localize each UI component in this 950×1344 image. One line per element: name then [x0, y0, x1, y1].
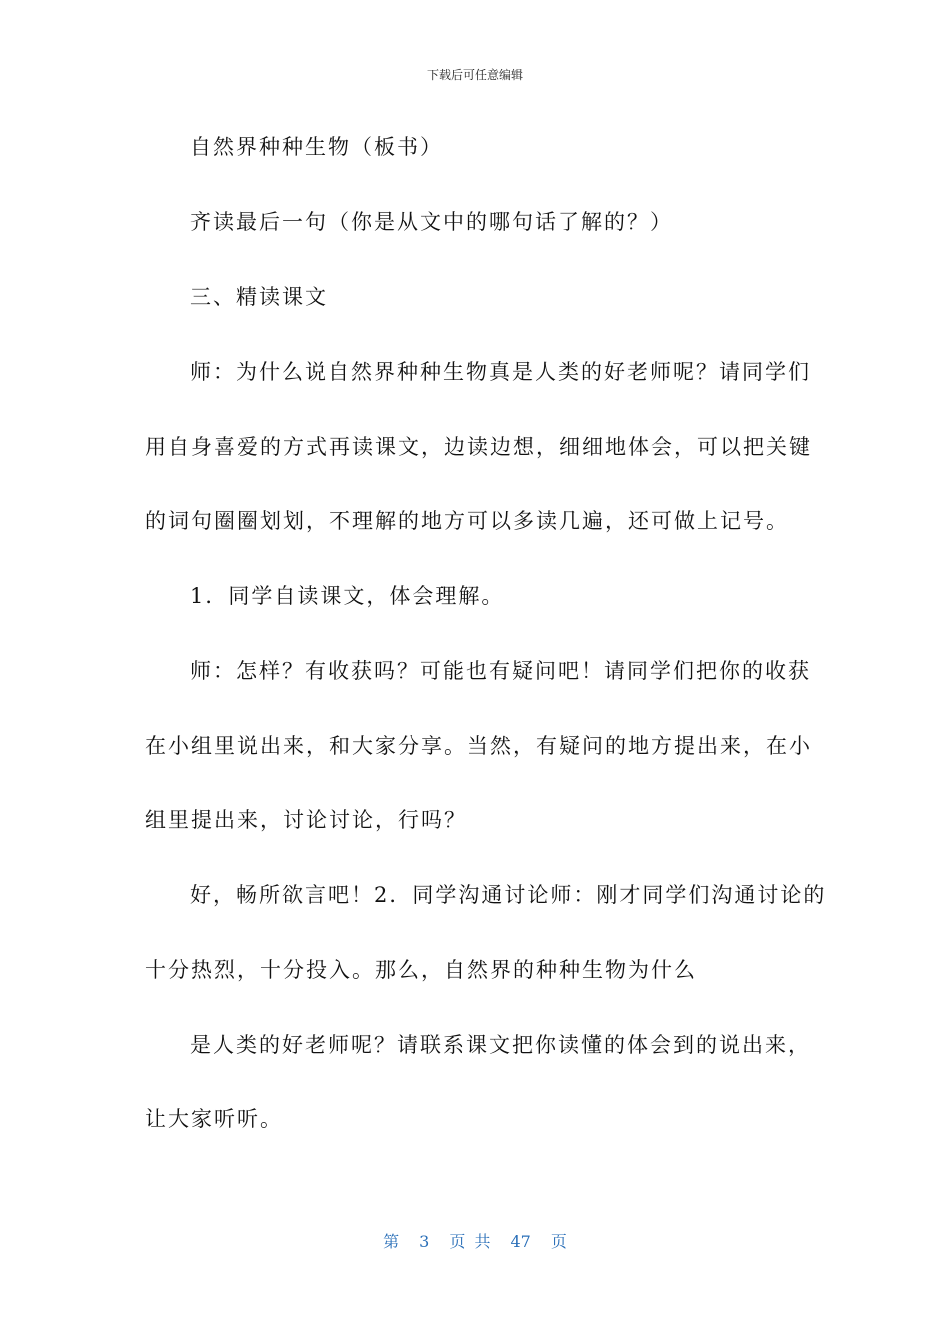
- footer-di: 第: [383, 1232, 400, 1251]
- text-line: 用自身喜爱的方式再读课文，边读边想，细细地体会，可以把关键: [145, 435, 812, 459]
- text-line: 三、精读课文: [190, 285, 328, 309]
- text-line: 十分热烈，十分投入。那么，自然界的种种生物为什么: [145, 958, 697, 982]
- footer-current-page: 3: [419, 1232, 430, 1251]
- page-header-note: 下载后可任意编辑: [426, 68, 523, 82]
- footer-ye: 页: [550, 1232, 567, 1251]
- footer-total-pages: 47: [510, 1232, 531, 1251]
- text-line: 齐读最后一句（你是从文中的哪句话了解的？）: [190, 210, 673, 234]
- text-line: 自然界种种生物（板书）: [190, 135, 443, 159]
- text-line: 师：怎样？有收获吗？可能也有疑问吧！请同学们把你的收获: [190, 659, 811, 683]
- text-line: 师：为什么说自然界种种生物真是人类的好老师呢？请同学们: [190, 360, 811, 384]
- text-line: 1．同学自读课文，体会理解。: [190, 584, 505, 608]
- text-line: 在小组里说出来，和大家分享。当然，有疑问的地方提出来，在小: [145, 734, 812, 758]
- text-line: 让大家听听。: [145, 1107, 283, 1131]
- text-line: 组里提出来，讨论讨论，行吗？: [145, 808, 467, 832]
- text-line: 的词句圈圈划划，不理解的地方可以多读几遍，还可做上记号。: [145, 509, 789, 533]
- text-line: 好，畅所欲言吧！2．同学沟通讨论师：刚才同学们沟通讨论的: [190, 883, 827, 907]
- footer-ye-gong: 页 共: [449, 1232, 491, 1251]
- page-footer: [0, 1229, 950, 1252]
- text-line: 是人类的好老师呢？请联系课文把你读懂的体会到的说出来，: [190, 1033, 811, 1057]
